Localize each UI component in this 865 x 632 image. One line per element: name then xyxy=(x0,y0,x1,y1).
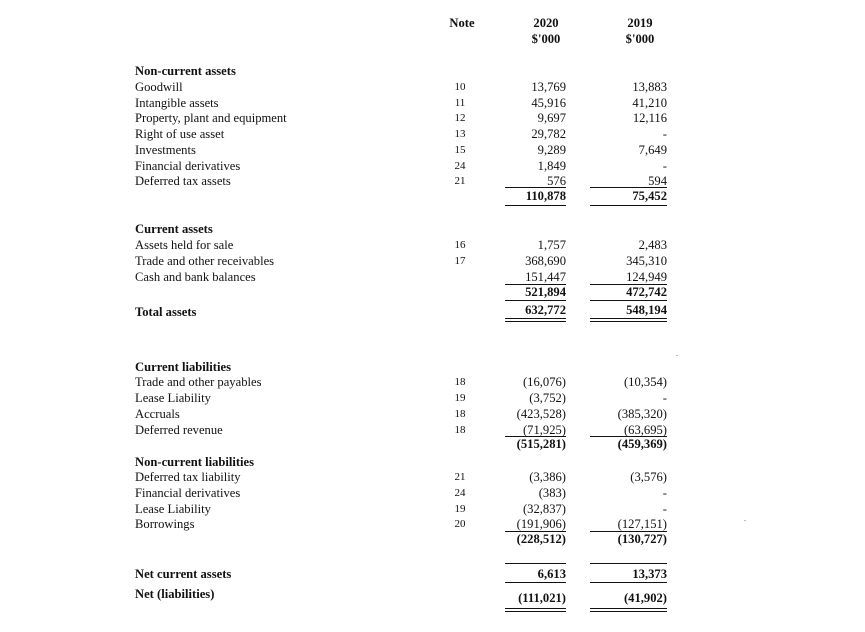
value-2020: 29,782 xyxy=(531,127,566,142)
value-2019: (3,576) xyxy=(630,470,667,484)
subtotal-rule xyxy=(505,205,566,206)
value-2020: 1,757 xyxy=(537,238,566,252)
row-note: 24 xyxy=(454,487,466,499)
value-2019: - xyxy=(662,158,667,173)
value-2020: 576 xyxy=(547,174,566,189)
row-note: 10 xyxy=(454,81,466,93)
row-note: 18 xyxy=(454,408,466,420)
net-current-assets-2020: 6,613 xyxy=(537,567,566,581)
section-heading: Current assets xyxy=(135,222,213,236)
double-underline xyxy=(505,608,566,612)
value-2020: 9,697 xyxy=(537,111,566,126)
double-underline xyxy=(590,608,667,612)
value-2019: (385,320) xyxy=(617,407,667,421)
subtotal-2020: (515,281) xyxy=(516,437,566,451)
value-2019: 7,649 xyxy=(638,142,667,157)
row-label: Intangible assets xyxy=(135,95,219,110)
subtotal-2020: 110,878 xyxy=(525,189,566,203)
row-note: 15 xyxy=(454,143,466,156)
row-label: Investments xyxy=(135,142,196,157)
value-2020: 368,690 xyxy=(525,254,566,268)
value-2019: (63,695) xyxy=(623,423,667,437)
row-label: Cash and bank balances xyxy=(135,270,256,284)
row-label: Goodwill xyxy=(135,80,183,94)
total-assets-label: Total assets xyxy=(135,305,197,319)
value-2020: (71,925) xyxy=(522,423,566,437)
row-note: 17 xyxy=(454,255,466,267)
value-2019: 345,310 xyxy=(626,254,667,268)
value-2020: 45,916 xyxy=(531,95,566,110)
subtotal-2019: (130,727) xyxy=(617,532,667,546)
value-2020: 1,849 xyxy=(537,158,566,173)
net-current-assets-2019: 13,373 xyxy=(632,567,667,581)
value-2019: 12,116 xyxy=(632,111,667,126)
value-2019: 594 xyxy=(648,174,667,189)
row-note: 21 xyxy=(454,471,466,483)
row-note: 24 xyxy=(454,159,466,172)
value-2019: 41,210 xyxy=(632,95,667,110)
row-note: 18 xyxy=(454,424,466,436)
value-2020: (3,752) xyxy=(529,391,566,405)
value-2020: (16,076) xyxy=(522,375,566,389)
section-heading: Non-current assets xyxy=(135,64,236,78)
row-note: 12 xyxy=(454,112,466,125)
subtotal-rule xyxy=(590,205,667,206)
value-2020: (32,837) xyxy=(522,502,566,516)
row-note: 13 xyxy=(454,128,466,141)
year-2020-header: 2020 xyxy=(533,16,559,30)
row-note: 20 xyxy=(454,518,466,530)
row-note: 18 xyxy=(454,376,466,388)
double-underline xyxy=(590,318,667,322)
value-2020: 151,447 xyxy=(525,270,566,284)
subtotal-rule xyxy=(590,187,667,188)
subtotal-rule xyxy=(505,563,566,564)
value-2020: (383) xyxy=(538,486,566,500)
row-label: Lease Liability xyxy=(135,502,211,516)
section-heading: Current liabilities xyxy=(135,360,231,374)
row-note: 16 xyxy=(454,239,466,251)
value-2020: 9,289 xyxy=(537,142,566,157)
value-2019: 13,883 xyxy=(632,80,667,94)
value-2020: (423,528) xyxy=(516,407,566,421)
subtotal-2020: 521,894 xyxy=(525,285,566,299)
subtotal-rule xyxy=(505,582,566,583)
value-2019: (10,354) xyxy=(623,375,667,389)
subtotal-rule xyxy=(505,187,566,188)
double-underline xyxy=(505,318,566,322)
row-label: Deferred tax liability xyxy=(135,470,241,484)
subtotal-rule xyxy=(590,563,667,564)
row-label: Deferred revenue xyxy=(135,423,223,437)
row-label: Property, plant and equipment xyxy=(135,111,287,126)
row-label: Right of use asset xyxy=(135,127,225,142)
row-label: Lease Liability xyxy=(135,391,211,405)
row-label: Borrowings xyxy=(135,517,195,531)
subtotal-2019: (459,369) xyxy=(617,437,667,451)
scan-speck xyxy=(676,355,678,356)
note-column-header: Note xyxy=(449,16,475,30)
row-label: Financial derivatives xyxy=(135,486,241,500)
subtotal-2020: (228,512) xyxy=(516,532,566,546)
row-label: Financial derivatives xyxy=(135,158,241,173)
subtotal-rule xyxy=(590,300,667,301)
scan-speck xyxy=(744,520,746,521)
net-liabilities-2019: (41,902) xyxy=(623,591,667,605)
row-label: Trade and other payables xyxy=(135,375,262,389)
value-2020: (191,906) xyxy=(516,517,566,531)
row-label: Assets held for sale xyxy=(135,238,234,252)
row-note: 19 xyxy=(454,503,466,515)
total-assets-2020: 632,772 xyxy=(525,303,566,317)
value-2020: 13,769 xyxy=(531,80,566,94)
subtotal-rule xyxy=(590,582,667,583)
row-note: 11 xyxy=(454,96,466,109)
year-2020-unit: $'000 xyxy=(531,32,561,46)
total-assets-2019: 548,194 xyxy=(626,303,667,317)
subtotal-2019: 75,452 xyxy=(632,189,667,203)
row-label: Accruals xyxy=(135,407,180,421)
row-note: 21 xyxy=(454,175,466,188)
value-2019: 2,483 xyxy=(638,238,667,252)
value-2019: (127,151) xyxy=(617,517,667,531)
row-label: Trade and other receivables xyxy=(135,254,275,268)
row-note: 19 xyxy=(454,392,466,404)
section-heading: Non-current liabilities xyxy=(135,455,255,469)
value-2019: - xyxy=(662,486,667,500)
value-2019: - xyxy=(662,127,667,142)
year-2019-header: 2019 xyxy=(627,16,653,30)
year-2019-unit: $'000 xyxy=(625,32,655,46)
subtotal-2019: 472,742 xyxy=(626,285,667,299)
value-2019: 124,949 xyxy=(626,270,667,284)
net-current-assets-label: Net current assets xyxy=(135,567,232,581)
subtotal-rule xyxy=(505,300,566,301)
value-2020: (3,386) xyxy=(529,470,566,484)
value-2019: - xyxy=(662,391,667,405)
row-label: Deferred tax assets xyxy=(135,174,231,189)
net-liabilities-2020: (111,021) xyxy=(518,591,566,605)
value-2019: - xyxy=(662,502,667,516)
net-liabilities-label: Net (liabilities) xyxy=(135,587,215,601)
